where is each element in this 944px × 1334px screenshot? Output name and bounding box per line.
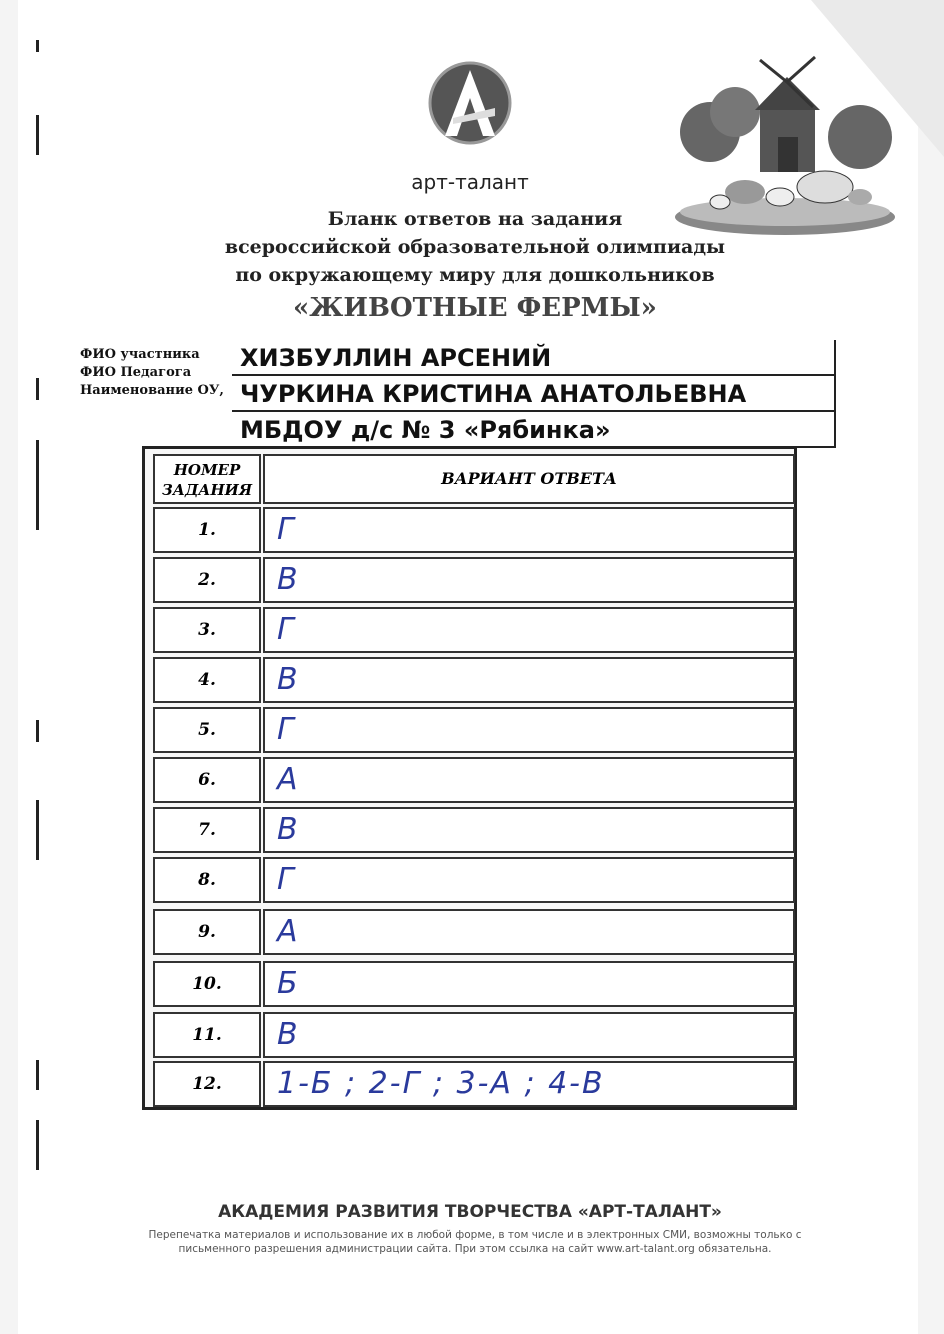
column-header-number: НОМЕР ЗАДАНИЯ [153,454,261,504]
art-talant-logo [425,58,515,153]
task-number: 7. [153,807,261,853]
olympiad-title: «ЖИВОТНЫЕ ФЕРМЫ» [293,293,657,323]
task-number: 10. [153,961,261,1007]
copyright-line-1: Перепечатка материалов и использование их в любой форме, в том числе и в электронных СМИ, возможны только с [148,1229,802,1241]
task-answer: В [263,557,795,603]
copyright-note [110,1228,840,1256]
logo-brand-text: арт-талант [411,170,529,194]
task-number: 3. [153,607,261,653]
task-answer: В [263,807,795,853]
task-answer: В [263,1012,795,1058]
task-number: 12. [153,1061,261,1107]
task-answer: Г [263,607,795,653]
task-answer: А [263,757,795,803]
edge-mark [36,440,39,530]
task-number: 6. [153,757,261,803]
participant-label: ФИО участника [80,347,200,362]
teacher-label: ФИО Педагога [80,365,192,380]
edge-mark [36,1060,39,1090]
heading-line-3: по окружающему миру для дошкольников [235,264,715,286]
task-answer: Б [263,961,795,1007]
edge-mark [36,115,39,155]
task-number: 4. [153,657,261,703]
org-field: МБДОУ д/с № 3 «Рябинка» [232,412,836,448]
task-number: 1. [153,507,261,553]
task-number: 9. [153,909,261,955]
task-number: 11. [153,1012,261,1058]
copyright-line-2: письменного разрешения администрации сайта. При этом ссылка на сайт www.art-talant.org обязательна. [178,1243,772,1255]
task-answer: Г [263,707,795,753]
task-number: 8. [153,857,261,903]
edge-mark [36,378,39,400]
task-answer: Г [263,857,795,903]
sheet-heading [160,205,790,327]
heading-line-2: всероссийской образовательной олимпиады [224,236,726,258]
task-number: 2. [153,557,261,603]
task-answer: Г [263,507,795,553]
teacher-field: ЧУРКИНА КРИСТИНА АНАТОЛЬЕВНА [232,376,836,412]
edge-mark [36,800,39,860]
footer-title: АКАДЕМИЯ РАЗВИТИЯ ТВОРЧЕСТВА «АРТ-ТАЛАНТ» [218,1202,722,1222]
form-labels [80,346,224,400]
heading-line-1: Бланк ответов на задания [327,208,623,230]
task-answer: А [263,909,795,955]
task-number: 5. [153,707,261,753]
task-answer: В [263,657,795,703]
edge-mark [36,40,39,52]
task-answer: 1-Б ; 2-Г ; 3-А ; 4-В [263,1061,795,1107]
edge-mark [36,1120,39,1170]
edge-mark [36,720,39,742]
participant-field: ХИЗБУЛЛИН АРСЕНИЙ [232,340,836,376]
column-header-answer: ВАРИАНТ ОТВЕТА [263,454,795,504]
org-label: Наименование ОУ, [80,383,224,398]
answer-table [142,446,797,1110]
